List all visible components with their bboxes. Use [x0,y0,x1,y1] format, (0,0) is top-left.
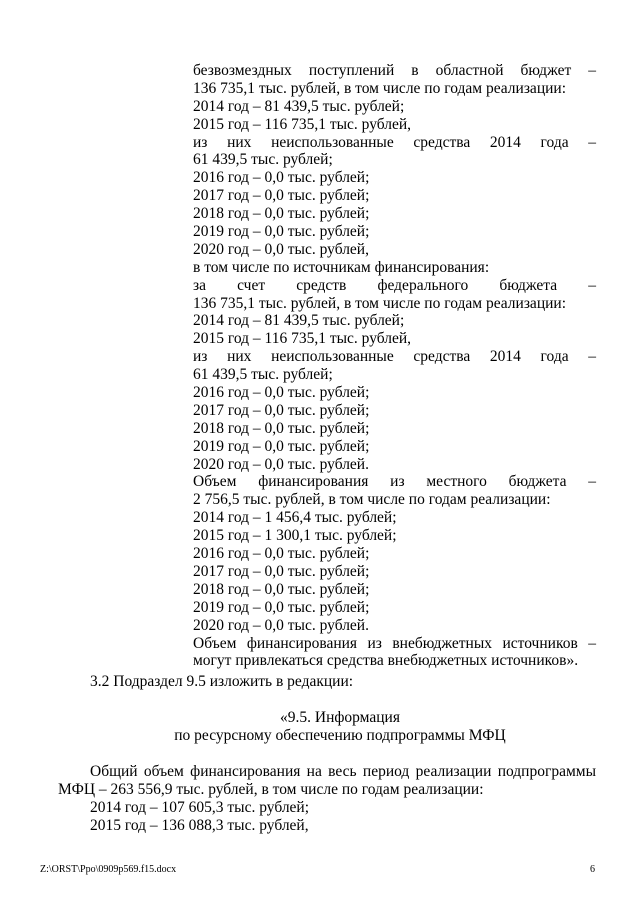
financing-line: Объем финансирования из местного бюджета – [193,473,596,491]
financing-continuation-block [193,62,596,670]
financing-line: 2018 год – 0,0 тыс. рублей; [193,205,370,223]
section-heading-line1: «9.5. Информация [280,709,400,726]
financing-line: 2016 год – 0,0 тыс. рублей; [193,169,370,187]
financing-line: 2015 год – 116 735,1 тыс. рублей, [193,330,412,348]
year-2014-line: 2014 год – 107 605,3 тыс. рублей; [90,799,310,816]
section-instruction: 3.2 Подраздел 9.5 изложить в редакции: [90,673,354,690]
financing-line: из них неиспользованные средства 2014 года – [193,133,596,151]
financing-line: Объем финансирования из внебюджетных источников – [193,634,596,652]
financing-line: 2014 год – 81 439,5 тыс. рублей; [193,312,405,330]
financing-line: 2017 год – 0,0 тыс. рублей; [193,562,370,580]
financing-line: 136 735,1 тыс. рублей, в том числе по годам реализации: [193,79,567,97]
financing-line: 2018 год – 0,0 тыс. рублей; [193,580,370,598]
financing-line: 2 756,5 тыс. рублей, в том числе по годам реализации: [193,491,551,509]
page-footer [40,864,595,875]
page-number: 6 [590,864,595,875]
file-path: Z:\ORST\Ppo\0909p569.f15.docx [40,864,177,875]
financing-line: 2014 год – 1 456,4 тыс. рублей; [193,509,397,527]
financing-line: 2017 год – 0,0 тыс. рублей; [193,187,370,205]
financing-line: из них неиспользованные средства 2014 года – [193,348,596,366]
financing-line: 2014 год – 81 439,5 тыс. рублей; [193,97,405,115]
paragraph-line: МФЦ – 263 556,9 тыс. рублей, в том числе по годам реализации: [58,781,484,798]
financing-line: 2016 год – 0,0 тыс. рублей; [193,545,370,563]
financing-line: 2019 год – 0,0 тыс. рублей; [193,437,370,455]
paragraph-line-justified: Общий объем финансирования на весь период реализации подпрограммы [90,763,596,780]
financing-line: 136 735,1 тыс. рублей, в том числе по годам реализации: [193,294,567,312]
financing-line: 2020 год – 0,0 тыс. рублей. [193,455,369,473]
financing-line: 2020 год – 0,0 тыс. рублей, [193,240,369,258]
financing-line: 2018 год – 0,0 тыс. рублей; [193,419,370,437]
financing-line: 2017 год – 0,0 тыс. рублей; [193,401,370,419]
financing-line: 61 439,5 тыс. рублей; [193,366,333,384]
financing-line: 2020 год – 0,0 тыс. рублей. [193,616,369,634]
financing-line: за счет средств федерального бюджета – [193,276,596,294]
financing-line: безвозмездных поступлений в областной бюджет – [193,62,596,79]
financing-line: 2016 год – 0,0 тыс. рублей; [193,384,370,402]
financing-line: 2019 год – 0,0 тыс. рублей; [193,598,370,616]
financing-line: 2015 год – 1 300,1 тыс. рублей; [193,527,397,545]
financing-line: в том числе по источникам финансирования: [193,258,490,276]
financing-line: 61 439,5 тыс. рублей; [193,151,333,169]
year-2015-line: 2015 год – 136 088,3 тыс. рублей, [90,817,309,834]
financing-line: 2019 год – 0,0 тыс. рублей; [193,223,370,241]
financing-line: 2015 год – 116 735,1 тыс. рублей, [193,115,412,133]
financing-line: могут привлекаться средства внебюджетных источников». [193,652,579,670]
section-heading-line2: по ресурсному обеспечению подпрограммы МФЦ [174,727,506,744]
